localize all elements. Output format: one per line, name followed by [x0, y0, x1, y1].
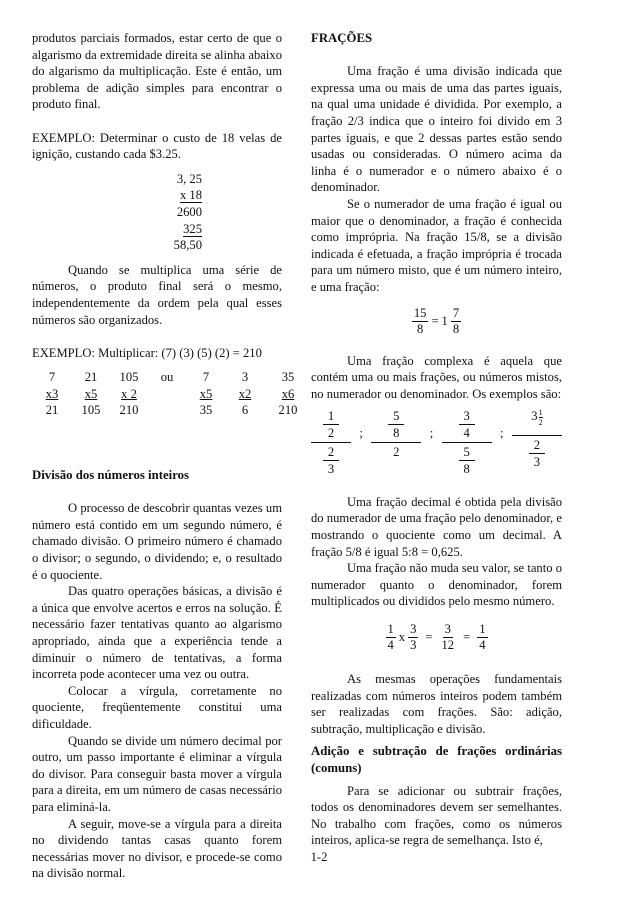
paragraph: Quando se multiplica uma série de números, o produto final será o mesmo, independentemente da ordem pela qual esses números são organizados. — [32, 262, 282, 327]
table-cell: 35 — [281, 370, 295, 385]
separator: ; — [359, 426, 363, 441]
paragraph: Para se adicionar ou subtrair frações, todos os denominadores devem ser semelhantes. No trabalho com frações, como os números inteiros, aplica-se regra de semelhança. Isto é, — [311, 783, 562, 848]
table-cell: ou — [160, 370, 174, 385]
denominator: 3 — [410, 638, 417, 653]
numerator: 2 — [533, 438, 541, 453]
calc-line: x 18 — [179, 188, 202, 203]
table-cell: 35 — [199, 403, 213, 418]
table-cell: 21 — [45, 403, 59, 418]
small-fraction — [539, 408, 543, 427]
paragraph: A seguir, move-se a vírgula para a direita no dividendo tantas casas quanto forem necessárias mover no divisor, e procede-se como na divisão normal. — [32, 816, 282, 881]
denominator: 4 — [387, 638, 394, 653]
multiplication-table — [32, 369, 298, 419]
denominator: 8 — [393, 426, 400, 441]
table-cell: 21 — [84, 370, 98, 385]
equals-sign: = — [425, 630, 433, 645]
numerator: 2 — [327, 445, 335, 460]
calc-line: 2600 — [176, 204, 202, 219]
section-heading: FRAÇÕES — [311, 31, 373, 45]
paragraph: Colocar a vírgula, corretamente no quociente, freqüentemente constitui uma dificuldade. — [32, 683, 282, 731]
denominator: 3 — [327, 462, 335, 477]
calc-line: 58,50 — [173, 238, 202, 253]
table-cell: x2 — [238, 386, 252, 401]
separator: ; — [429, 426, 434, 441]
table-cell: 105 — [81, 403, 101, 418]
paragraph: Uma fração é uma divisão indicada que expressa uma ou mais de uma das partes iguais, na qual uma unidade é dividida. Por exemplo, a fração 2/3 indica que o inteiro foi divido em 3 partes iguais, e que 2 dessas partes estão sendo usadas ou consideradas. O número acima da linha é o numerador e o número abaixo é o denominador. — [311, 64, 562, 195]
example-paragraph: EXEMPLO: Determinar o custo de 18 velas de ignição, custando cada $3.25. — [32, 130, 282, 162]
multiply-sign: x — [398, 630, 406, 645]
table-cell: x5 — [199, 386, 213, 401]
numerator: 3 — [463, 409, 470, 424]
denominator: 2 — [393, 445, 400, 460]
paragraph: Uma fração decimal é obtida pela divisão do numerador de uma fração pelo denominador, e mostrando o quociente como um decimal. A fração 5/8 é igual 5:8 = 0,625. — [311, 494, 562, 559]
denominator: 2 — [327, 426, 335, 441]
numerator: 5 — [463, 445, 470, 460]
paragraph: As mesmas operações fundamentais realizadas com números inteiros podem também ser realizadas com frações. São: adição, subtração, multiplicação e divisão. — [311, 672, 562, 736]
fraction — [386, 622, 396, 653]
whole-number: 1 — [441, 313, 448, 328]
complex-fraction — [371, 408, 421, 460]
paragraph: produtos parciais formados, estar certo de que o algarismo da extremidade direita se alinha abaixo do algarismo da multiplicação. Este é então, um problema de adição simples para encontrar o produto final. — [32, 31, 282, 112]
numerator: 1 — [387, 622, 394, 637]
numerator: 1 — [327, 409, 335, 424]
table-cell: x 2 — [121, 386, 137, 401]
mixed-number-equation — [311, 306, 562, 337]
table-cell: 7 — [202, 370, 210, 385]
table-cell: x5 — [84, 386, 98, 401]
calc-line: 325 — [183, 221, 202, 236]
fraction — [408, 622, 418, 653]
table-cell — [148, 402, 186, 419]
denominator: 4 — [479, 638, 486, 653]
separator: ; — [500, 426, 504, 441]
table-cell: 210 — [119, 403, 139, 418]
denominator: 4 — [463, 426, 470, 441]
fraction — [440, 622, 457, 653]
page-number: 1-2 — [310, 850, 328, 864]
fraction — [477, 622, 487, 653]
paragraph: Uma fração não muda seu valor, se tanto o numerador quanto o denominador, forem multiplicados ou divididos pelo mesmo número. — [311, 561, 562, 609]
denominator: 8 — [416, 321, 424, 336]
calc-line: 3, 25 — [176, 171, 202, 186]
section-heading: Adição e subtração de frações ordinárias (comuns) — [311, 744, 562, 775]
left-column — [32, 30, 298, 882]
table-cell: 6 — [241, 403, 249, 418]
equivalent-fraction-equation — [311, 622, 562, 653]
numerator: 7 — [452, 305, 460, 320]
table-cell: x3 — [45, 386, 59, 401]
numerator: 15 — [413, 305, 427, 320]
paragraph: Das quatro operações básicas, a divisão é a única que envolve acertos e erros na solução. É necessário fazer tentativas quanto ao algarismo apropriado, ainda que a experiência tende a diminuir o número de tentativas, a forma incorreta pode acontecer uma vez ou outra. — [32, 584, 282, 682]
paragraph: Se o numerador de uma fração é igual ou maior que o denominador, a fração é conhecida como imprópria. Na fração 15/8, se a divisão indicada é efetuada, a fração imprópria é trocada para um número misto, que é um número inteiro, e uma fração: — [311, 196, 562, 294]
equals-sign: = — [463, 630, 471, 645]
numerator: 3 — [410, 622, 417, 637]
complex-fraction — [311, 408, 351, 477]
right-column — [311, 30, 562, 849]
fraction — [412, 306, 429, 337]
denominator: 8 — [452, 321, 460, 336]
table-cell: 3 — [241, 370, 249, 385]
denominator: 3 — [533, 455, 541, 470]
numerator: 1 — [538, 408, 543, 418]
denominator: 8 — [463, 462, 470, 477]
multiplication-calculation — [142, 171, 202, 254]
paragraph: Quando se divide um número decimal por outro, um passo importante é eliminar a vírgula do divisor. Para conseguir basta mover a vírgula para a direita, em um número de casas necessário para eliminá-la. — [32, 733, 282, 814]
fraction — [451, 306, 461, 337]
numerator: 3 — [444, 622, 451, 637]
table-cell: 105 — [119, 370, 139, 385]
complex-fraction — [442, 408, 492, 477]
example-paragraph: EXEMPLO: Multiplicar: (7) (3) (5) (2) = 210 — [32, 345, 262, 360]
denominator: 12 — [441, 638, 455, 653]
numerator: 5 — [393, 409, 400, 424]
paragraph: Uma fração complexa é aquela que contém uma ou mais frações, ou números mistos, no numerador ou denominador. Os exemplos são: — [311, 353, 562, 401]
table-cell — [148, 386, 186, 403]
table-cell: x6 — [281, 386, 295, 401]
paragraph: O processo de descobrir quantas vezes um número está contido em um segundo número, é chamado divisão. O primeiro número é chamado o divisor; o segundo, o dividendo; e, o resultado é o quociente. — [32, 501, 282, 582]
section-heading: Divisão dos números inteiros — [32, 468, 190, 483]
mixed-number — [512, 408, 562, 427]
table-cell: 7 — [48, 370, 56, 385]
whole-number: 3 — [531, 409, 538, 424]
denominator: 2 — [538, 418, 543, 428]
equals-sign: = — [431, 313, 439, 328]
numerator: 1 — [479, 622, 486, 637]
table-cell: 210 — [278, 403, 298, 418]
complex-fraction — [512, 408, 562, 470]
complex-fraction-examples — [311, 408, 562, 477]
